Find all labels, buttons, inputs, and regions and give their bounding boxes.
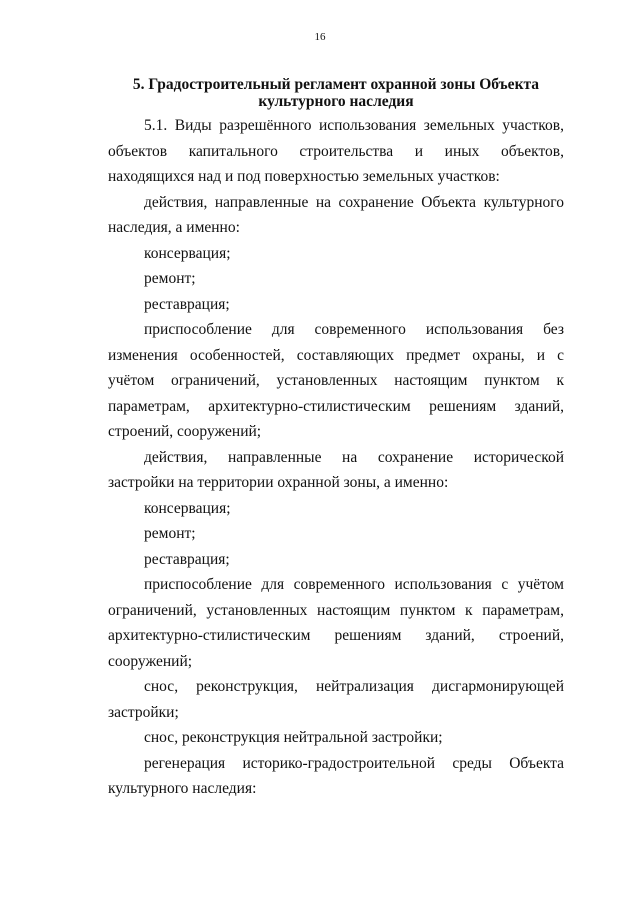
paragraph-list-item: реставрация;	[144, 295, 230, 313]
paragraph-5-1-intro: 5.1. Виды разрешённого использования земельных участков, объектов капитального строительства и иных объектов, находящихся над и под поверхностью земельных участков:	[108, 117, 564, 185]
paragraph-list-item: консервация;	[144, 499, 231, 517]
paragraph-heritage-object-actions: действия, направленные на сохранение Объекта культурного наследия, а именно:	[108, 193, 564, 236]
page-number: 16	[314, 31, 326, 43]
paragraph-list-item: снос, реконструкция нейтральной застройки;	[144, 729, 443, 746]
paragraph-list-item: регенерация историко-градостроительной среды Объекта культурного наследия:	[108, 754, 564, 797]
section-heading	[108, 76, 564, 110]
document-body	[108, 113, 564, 802]
paragraph-list-item: реставрация;	[144, 550, 230, 568]
paragraph-list-item: ремонт;	[144, 270, 196, 287]
paragraph-list-item: консервация;	[144, 244, 231, 262]
paragraph-list-item: снос, реконструкция, нейтрализация дисгармонирующей застройки;	[108, 678, 564, 721]
section-heading-line-1: 5. Градостроительный регламент охранной зоны Объекта	[132, 76, 540, 93]
section-heading-line-2: культурного наследия	[258, 93, 414, 110]
paragraph-list-item: приспособление для современного использования без изменения особенностей, составляющих предмет охраны, и с учётом ограничений, установленных настоящим пунктом к параметрам, архитектурно-стилистическим решениям зданий, строений, сооружений;	[108, 321, 564, 440]
paragraph-list-item: ремонт;	[144, 525, 196, 542]
paragraph-historic-buildings-actions: действия, направленные на сохранение исторической застройки на территории охранной зоны, а именно:	[108, 448, 564, 491]
paragraph-list-item: приспособление для современного использования с учётом ограничений, установленных настоящим пунктом к параметрам, архитектурно-стилистическим решениям зданий, строений, сооружений;	[108, 576, 564, 670]
